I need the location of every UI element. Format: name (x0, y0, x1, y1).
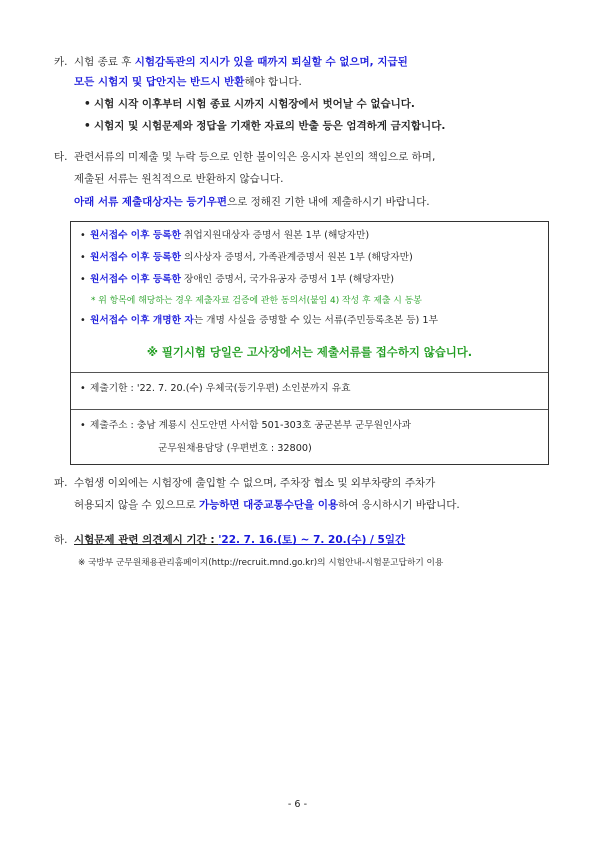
exam-day-warning: ※ 필기시험 당일은 고사장에서는 제출서류를 접수하지 않습니다. (146, 345, 473, 359)
item-pa-line2: 허용되지 않을 수 있으므로 가능하면 대중교통수단을 이용하여 응시하시기 바랍니다. (74, 499, 460, 511)
address-line-2: 군무원채용담당 (우편번호 : 32800) (158, 443, 312, 454)
page-number: - 6 - (287, 799, 308, 810)
item-ka-bullet-1: • 시험 시작 이후부터 시험 종료 시까지 시험장에서 벗어날 수 없습니다. (84, 98, 415, 110)
item-ta-line2: 제출된 서류는 원칙적으로 반환하지 않습니다. (74, 173, 284, 185)
bullet-icon: • (80, 230, 86, 241)
item-ka-text-emphasis-2: 모든 시험지 및 답안지는 반드시 반환 (74, 76, 245, 88)
item-ka-text-emphasis: 시험감독관의 지시가 있을 때까지 퇴실할 수 없으며, 지급된 (134, 56, 408, 68)
item-ka-line1 (54, 55, 408, 70)
item-ha-note: ※ 국방부 군무원채용관리홈페이지(http://recruit.mnd.go.kr)의 시험안내-시험문고답하기 이용 (78, 558, 444, 568)
item-pa-line1: 파. 수험생 이외에는 시험장에 출입할 수 없으며, 주차장 협소 및 외부차량의 주차가 (54, 477, 436, 489)
box-divider (71, 372, 548, 373)
item-ta-line3: 아래 서류 제출대상자는 등기우편으로 정해진 기한 내에 제출하시기 바랍니다. (74, 196, 430, 208)
doc-item-4: • 원서접수 이후 개명한 자는 개명 사실을 증명할 수 있는 서류(주민등록초본 등) 1부 (80, 315, 438, 326)
item-ka-text-pre: 시험 종료 후 (74, 56, 135, 68)
doc-item-2: • 원서접수 이후 등록한 의사상자 증명서, 가족관계증명서 원본 1부 (해당자만) (80, 252, 413, 263)
item-ta-marker: 타. (54, 151, 68, 163)
consent-sub-note: * 위 항목에 해당하는 경우 제출자료 검증에 관한 동의서(붙임 4) 작성 후 제출 시 동봉 (91, 296, 422, 306)
doc-item-1: • 원서접수 이후 등록한 취업지원대상자 증명서 원본 1부 (해당자만) (80, 230, 370, 241)
item-pa-emphasis: 가능하면 대중교통수단을 이용 (198, 499, 339, 511)
bullet-icon: • (80, 383, 86, 394)
item-ka-marker: 카. (54, 56, 68, 68)
bullet-icon: • (80, 274, 86, 285)
item-ta-emphasis: 아래 서류 제출대상자는 등기우편 (74, 196, 227, 208)
deadline-line: • 제출기한 : '22. 7. 20.(수) 우체국(등기우편) 소인분까지 유효 (80, 383, 351, 394)
item-ha-marker: 하. (54, 534, 68, 546)
submission-notice-box (70, 221, 549, 465)
bullet-icon: • (80, 252, 86, 263)
bullet-icon: • (84, 98, 91, 110)
bullet-icon: • (80, 420, 86, 431)
item-ta-line1: 타. 관련서류의 미제출 및 누락 등으로 인한 불이익은 응시자 본인의 책임으로 하며, (54, 151, 436, 163)
bullet-icon: • (84, 120, 91, 132)
item-ha-title: 하. 시험문제 관련 의견제시 기간 : '22. 7. 16.(토) ~ 7. 20.(수) / 5일간 (54, 534, 406, 546)
doc-item-3: • 원서접수 이후 등록한 장애인 증명서, 국가유공자 증명서 1부 (해당자만) (80, 274, 395, 285)
item-pa-marker: 파. (54, 477, 68, 489)
bullet-icon: • (80, 315, 86, 326)
item-ka-text-post: 해야 합니다. (244, 76, 302, 88)
box-divider (71, 409, 548, 410)
item-ka-line2 (74, 75, 302, 90)
item-ka-bullet-2: • 시험지 및 시험문제와 정답을 기재한 자료의 반출 등은 엄격하게 금지합니다. (84, 120, 446, 132)
address-line-1: • 제출주소 : 충남 계룡시 신도안면 사서함 501-303호 공군본부 군무원인사과 (80, 420, 412, 431)
item-ha-period: '22. 7. 16.(토) ~ 7. 20.(수) / 5일간 (218, 534, 406, 546)
